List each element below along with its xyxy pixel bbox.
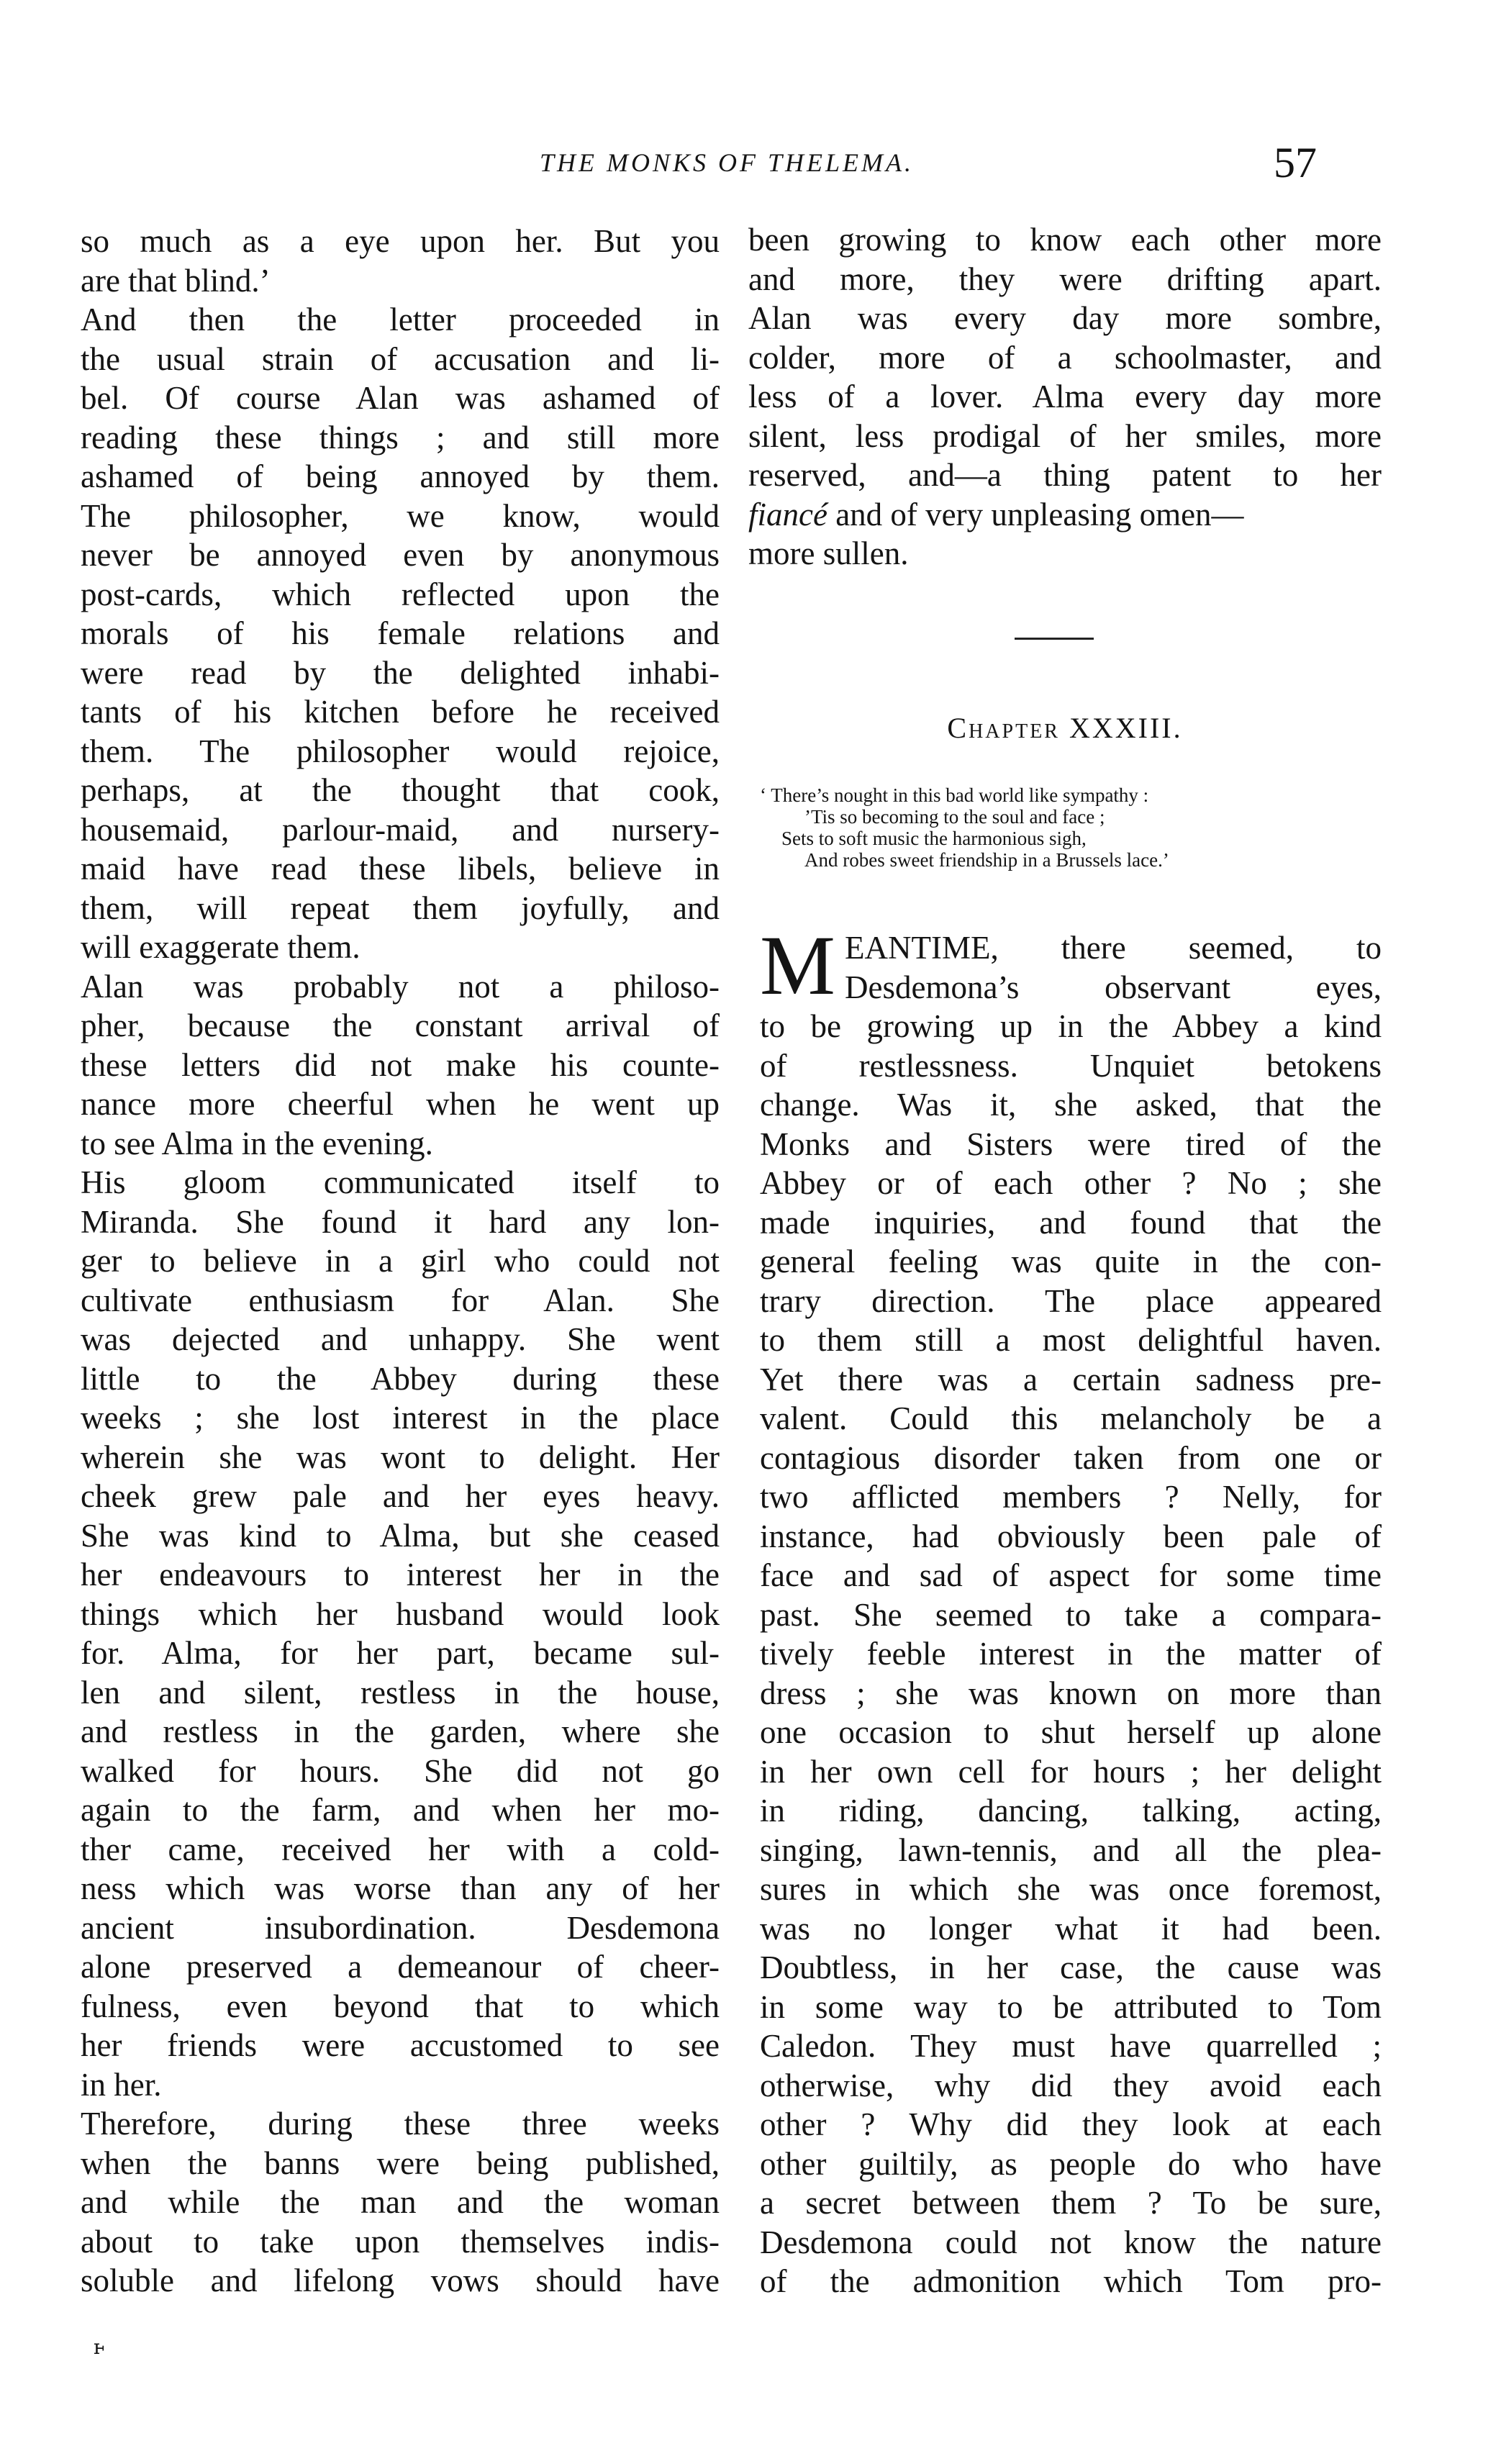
text-line: never be annoyed even by anonymous — [81, 537, 720, 573]
text-line: Caledon. They must have quarrelled ; — [760, 2028, 1382, 2064]
text-line: pher, because the constant arrival of — [81, 1007, 720, 1043]
text-line: post-cards, which reflected upon the — [81, 576, 720, 612]
text-line: silent, less prodigal of her smiles, more — [748, 417, 1382, 454]
text-line: housemaid, parlour-maid, and nursery- — [81, 811, 720, 848]
text-line: Desdemona’s observant eyes, — [845, 969, 1382, 1005]
text-line: them. The philosopher would rejoice, — [81, 733, 720, 769]
text-line: about to take upon themselves indis- — [81, 2223, 720, 2260]
text-line: walked for hours. She did not go — [81, 1752, 720, 1789]
section-divider — [1015, 638, 1094, 640]
text-line: little to the Abbey during these — [81, 1360, 720, 1397]
text-line: in riding, dancing, talking, acting, — [760, 1793, 1382, 1829]
text-line: to see Alma in the evening. — [81, 1125, 433, 1161]
text-line: things which her husband would look — [81, 1595, 720, 1632]
text-line: in some way to be attributed to Tom — [760, 1988, 1382, 2025]
text-line: change. Was it, she asked, that the — [760, 1087, 1382, 1123]
text-line: wherein she was wont to delight. Her — [81, 1439, 720, 1475]
text-line: a secret between them ? To be sure, — [760, 2185, 1382, 2221]
chapter-body — [760, 918, 1382, 2301]
text-line: been growing to know each other more — [748, 222, 1382, 258]
text-line: was no longer what it had been. — [760, 1910, 1382, 1947]
text-line: instance, had obviously been pale of — [760, 1518, 1382, 1554]
text-line: two afflicted members ? Nelly, for — [760, 1479, 1382, 1515]
text-line: and restless in the garden, where she — [81, 1713, 720, 1749]
fiance-word: fiancé — [748, 496, 827, 533]
text-line: And then the letter proceeded in — [81, 302, 720, 338]
text-line: when the banns were being published, — [81, 2144, 720, 2181]
text-line: Alan was every day more sombre, — [748, 300, 1382, 336]
text-line: soluble and lifelong vows should have — [81, 2263, 720, 2298]
text-line: The philosopher, we know, would — [81, 497, 720, 534]
left-column — [81, 222, 720, 2301]
epigraph-line: And robes sweet friendship in a Brussels lace.’ — [804, 849, 1169, 871]
epigraph-line: ’Tis so becoming to the soul and face ; — [804, 806, 1105, 828]
text-line: so much as a eye upon her. But you — [81, 223, 720, 259]
text-line: His gloom communicated itself to — [81, 1164, 720, 1200]
text-line: made inquiries, and found that the — [760, 1204, 1382, 1241]
text-line: for. Alma, for her part, became sul- — [81, 1635, 720, 1671]
text-line: past. She seemed to take a compara- — [760, 1596, 1382, 1633]
text-line: to be growing up in the Abbey a kind — [760, 1008, 1382, 1044]
text-line: one occasion to shut herself up alone — [760, 1714, 1382, 1750]
text-line: these letters did not make his counte- — [81, 1046, 720, 1083]
text-line: of the admonition which Tom pro- — [760, 2263, 1382, 2299]
text-line: her endeavours to interest her in the — [81, 1557, 720, 1593]
text-line: Desdemona could not know the nature — [760, 2224, 1382, 2260]
text-line: len and silent, restless in the house, — [81, 1674, 720, 1711]
text-line: Yet there was a certain sadness pre- — [760, 1361, 1382, 1398]
text-line: tants of his kitchen before he received — [81, 694, 720, 730]
text-line: other ? Why did they look at each — [760, 2106, 1382, 2142]
text-line: Miranda. She found it hard any lon- — [81, 1203, 720, 1240]
text-line: trary direction. The place appeared — [760, 1282, 1382, 1319]
printer-mark: ⱶ — [94, 2335, 105, 2359]
text-line: ancient insubordination. Desdemona — [81, 1909, 720, 1946]
text-line: alone preserved a demeanour of cheer- — [81, 1949, 720, 1985]
text-line: otherwise, why did they avoid each — [760, 2067, 1382, 2103]
drop-cap: M — [760, 918, 835, 1013]
right-column-top — [748, 220, 1382, 574]
text-line: general feeling was quite in the con- — [760, 1244, 1382, 1279]
text-line: in her own cell for hours ; her delight — [760, 1753, 1382, 1790]
text-line: reserved, and—a thing patent to her — [748, 457, 1382, 493]
text-line: will exaggerate them. — [81, 929, 360, 965]
chapter-heading: Chapter XXXIII. — [947, 712, 1183, 744]
text-line: bel. Of course Alan was ashamed of — [81, 380, 720, 416]
text-line: of restlessness. Unquiet betokens — [760, 1047, 1382, 1084]
text-line: ger to believe in a girl who could not — [81, 1243, 720, 1279]
text-line: other guiltily, as people do who have — [760, 2145, 1382, 2182]
text-line: more sullen. — [748, 535, 909, 571]
epigraph-line: Sets to soft music the harmonious sigh, — [781, 828, 1087, 849]
epigraph — [748, 784, 1382, 871]
text-line: valent. Could this melancholy be a — [760, 1400, 1382, 1436]
text-line: are that blind.’ — [81, 262, 271, 299]
text-line: and while the man and the woman — [81, 2184, 720, 2220]
text-line: weeks ; she lost interest in the place — [81, 1400, 720, 1436]
text-line: fulness, even beyond that to which — [81, 1988, 720, 2024]
text-line: face and sad of aspect for some time — [760, 1557, 1382, 1593]
text-line: the usual strain of accusation and li- — [81, 340, 720, 377]
text-line: Alan was probably not a philoso- — [81, 968, 720, 1005]
text-line: perhaps, at the thought that cook, — [81, 772, 720, 808]
text-line: ness which was worse than any of her — [81, 1870, 720, 1906]
text-fragment: and of very unpleasing omen— — [835, 496, 1244, 533]
text-line: Monks and Sisters were tired of the — [760, 1125, 1382, 1162]
text-line: cheek grew pale and her eyes heavy. — [81, 1478, 720, 1514]
text-line: EANTIME, there seemed, to — [845, 930, 1382, 966]
text-line: contagious disorder taken from one or — [760, 1439, 1382, 1476]
running-title: THE MONKS OF THELEMA. — [539, 148, 914, 177]
text-line: less of a lover. Alma every day more — [748, 379, 1382, 415]
text-line: ashamed of being annoyed by them. — [81, 458, 720, 494]
text-line: and more, they were drifting apart. — [748, 261, 1382, 297]
text-line: singing, lawn-tennis, and all the plea- — [760, 1831, 1382, 1868]
text-line: dress ; she was known on more than — [760, 1675, 1382, 1711]
text-line: cultivate enthusiasm for Alan. She — [81, 1282, 720, 1318]
text-line: Abbey or of each other ? No ; she — [760, 1165, 1382, 1201]
text-line: were read by the delighted inhabi- — [81, 654, 720, 691]
epigraph-line: ‘ There’s nought in this bad world like sympathy : — [760, 784, 1149, 806]
text-line: them, will repeat them joyfully, and — [81, 889, 720, 926]
text-line: nance more cheerful when he went up — [81, 1086, 720, 1122]
text-line: colder, more of a schoolmaster, and — [748, 339, 1382, 376]
text-line: Doubtless, in her case, the cause was — [760, 1949, 1382, 1985]
text-line: to them still a most delightful haven. — [760, 1322, 1382, 1358]
text-line: tively feeble interest in the matter of — [760, 1636, 1382, 1672]
text-line: morals of his female relations and — [81, 615, 720, 651]
text-line: reading these things ; and still more — [81, 419, 720, 456]
text-line: Therefore, during these three weeks — [81, 2106, 720, 2142]
text-line: was dejected and unhappy. She went — [81, 1321, 720, 1357]
text-line: ther came, received her with a cold- — [81, 1831, 720, 1867]
text-line: her friends were accustomed to see — [81, 2027, 720, 2063]
text-line: maid have read these libels, believe in — [81, 851, 720, 887]
text-line — [748, 495, 1382, 535]
text-line: sures in which she was once foremost, — [760, 1871, 1382, 1907]
page-number: 57 — [1274, 139, 1317, 186]
text-line: in her. — [81, 2066, 162, 2103]
text-line: again to the farm, and when her mo- — [81, 1792, 720, 1828]
text-line: She was kind to Alma, but she ceased — [81, 1517, 720, 1554]
